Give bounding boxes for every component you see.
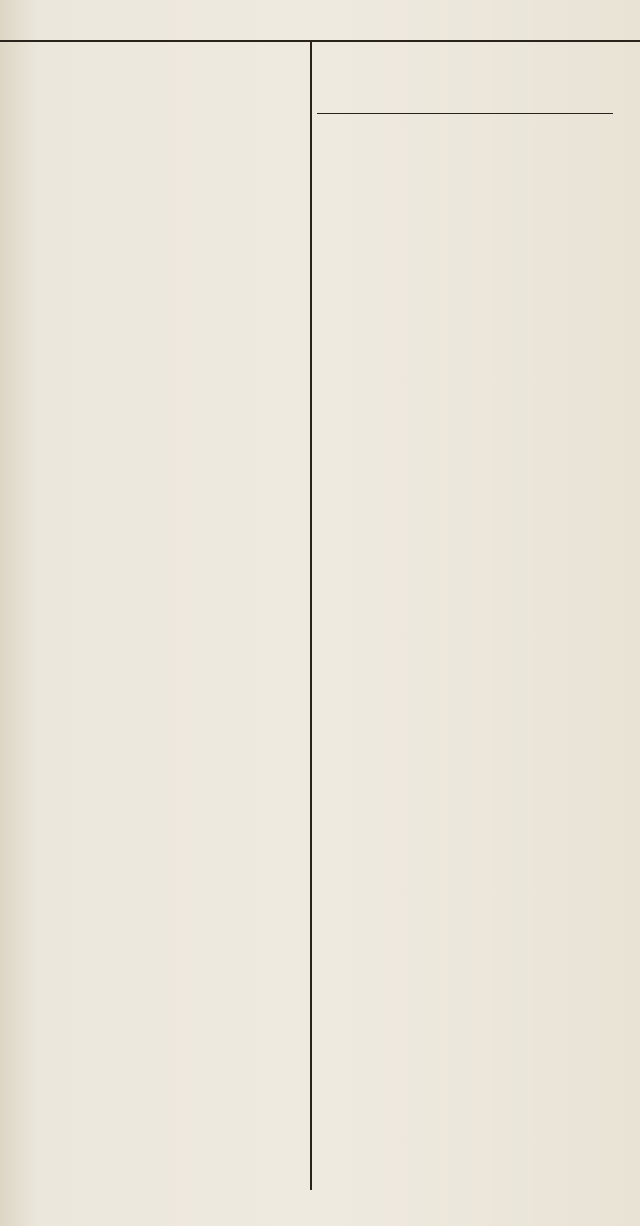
hymn-heading-line-2 (317, 76, 613, 113)
right-column (317, 40, 613, 1210)
hymn-heading-line (317, 40, 613, 76)
hymn-first-line (317, 114, 613, 150)
column-divider (310, 40, 312, 1190)
page-header (0, 0, 640, 42)
left-column (18, 40, 306, 1210)
hymn-second-line (317, 150, 613, 186)
hymn-opening (317, 114, 613, 187)
